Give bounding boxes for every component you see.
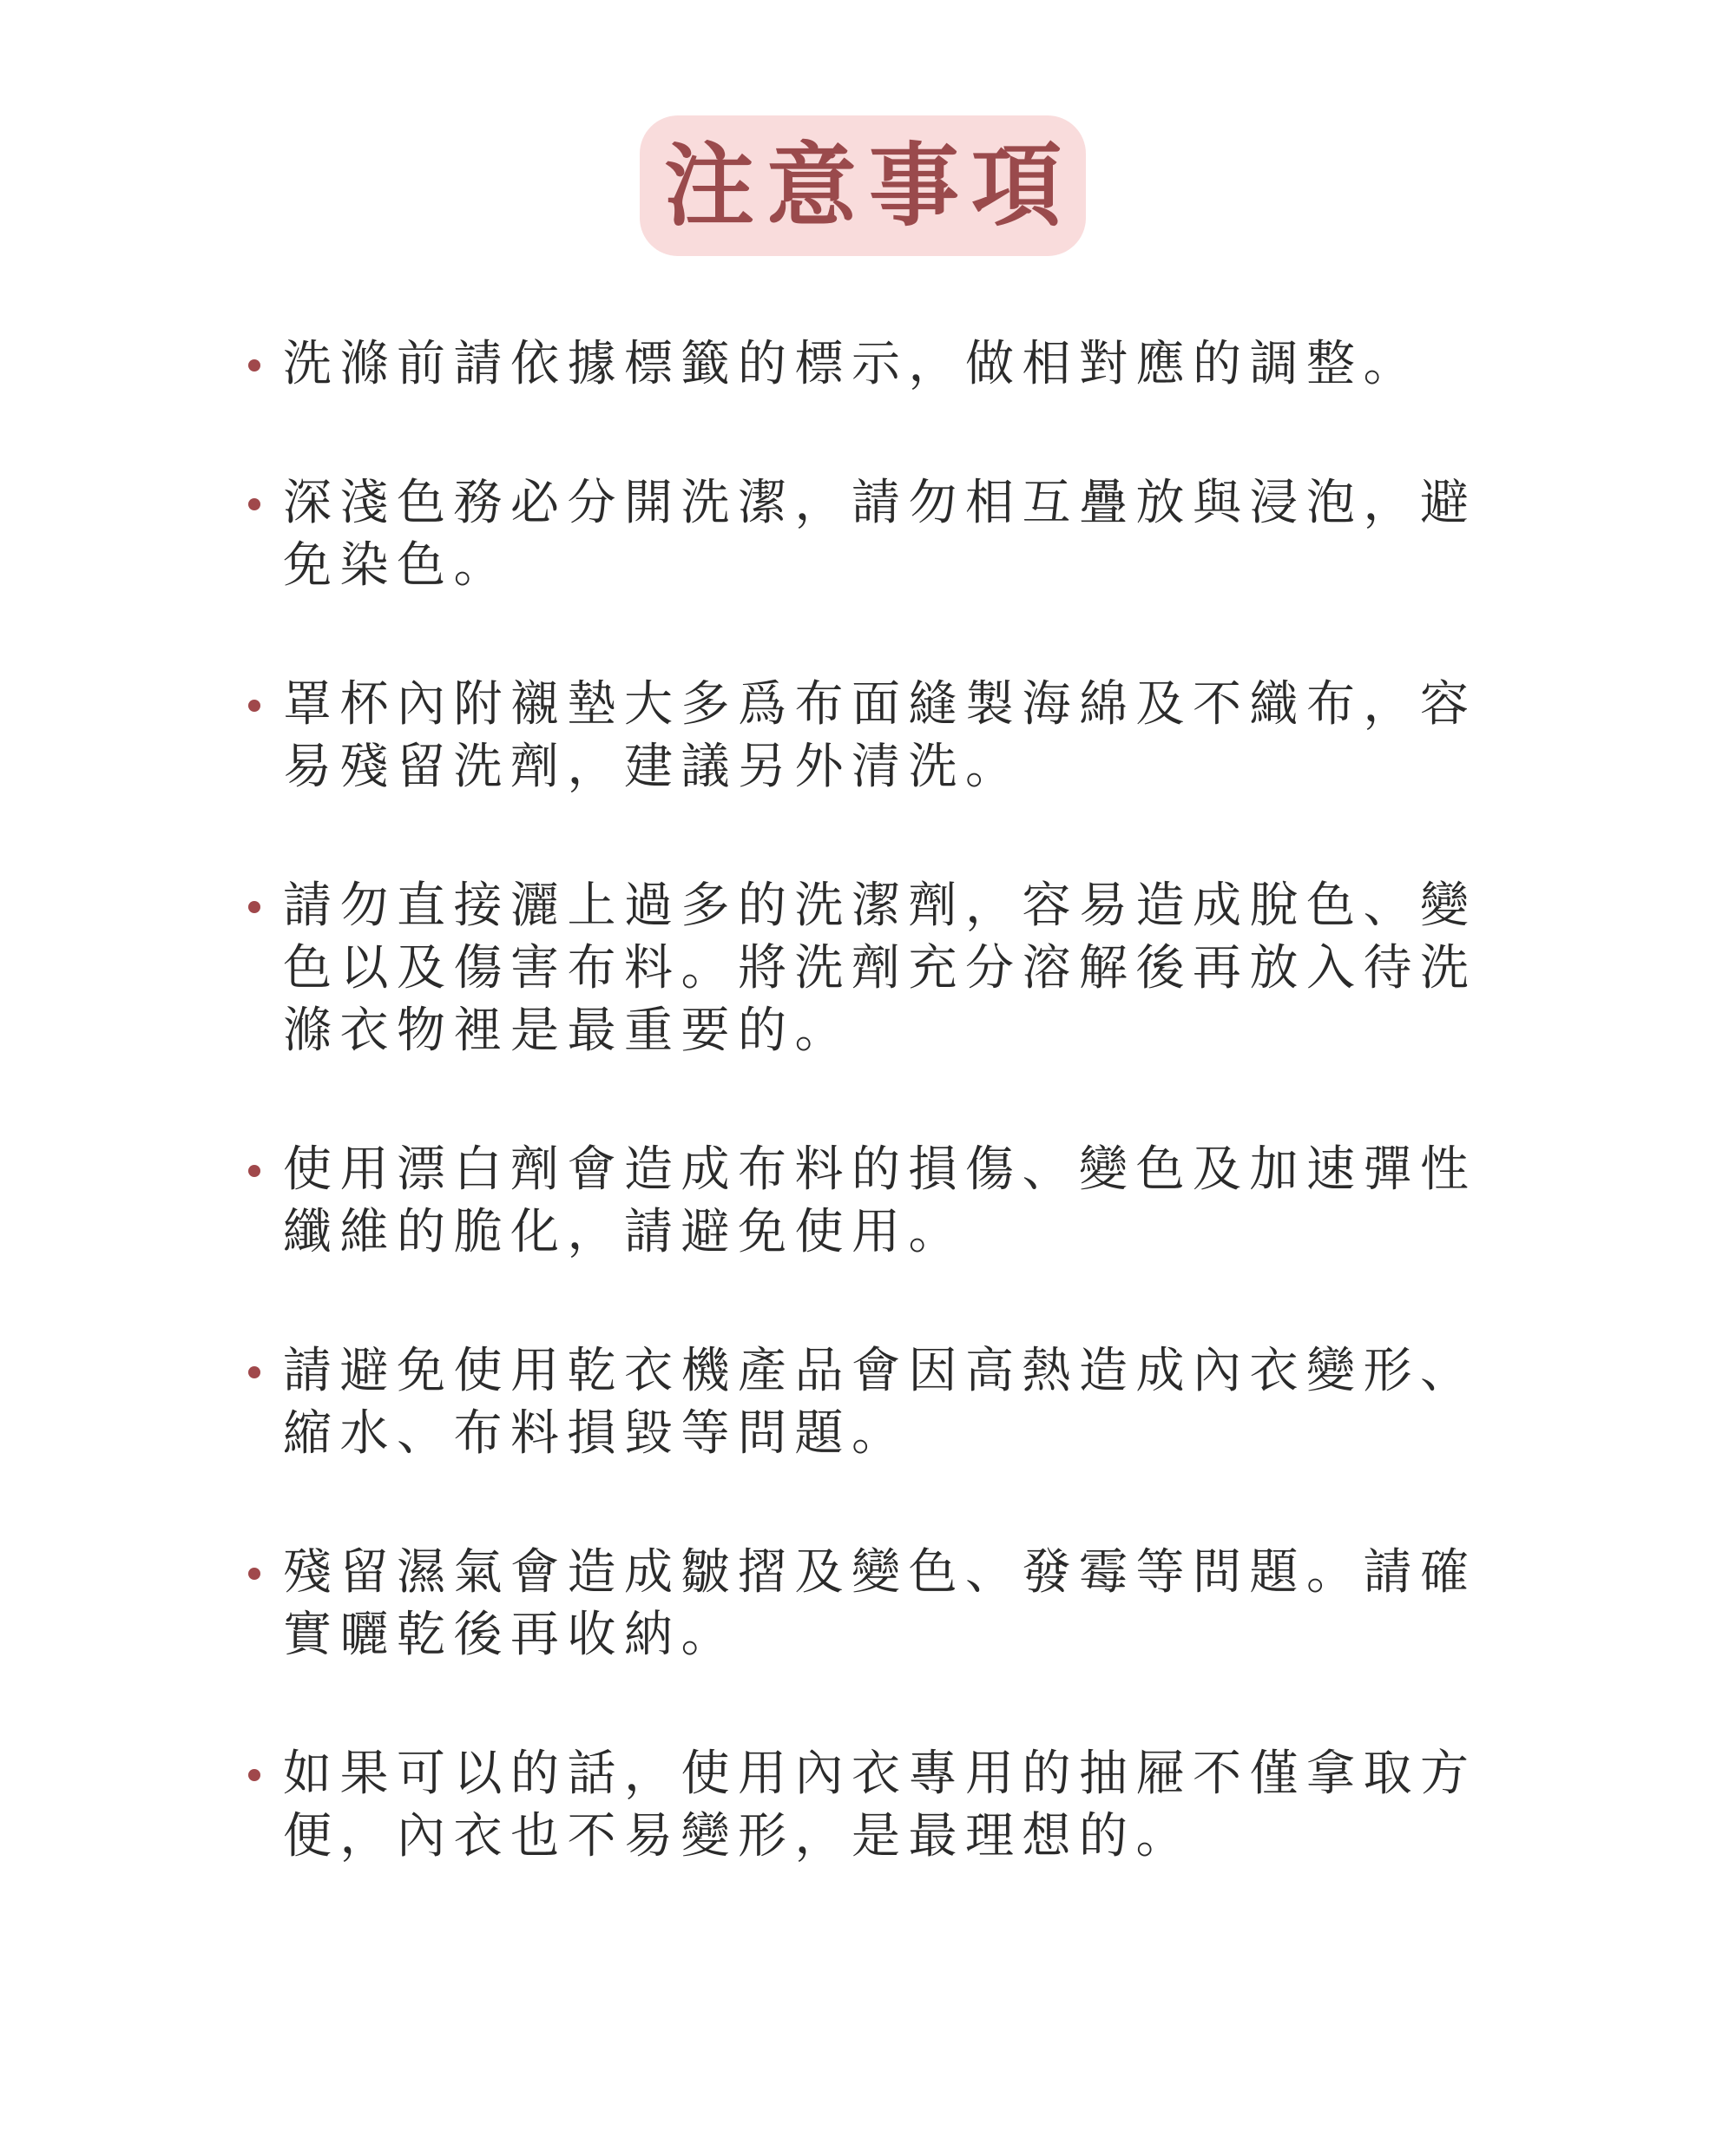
note-text: 使用漂白劑會造成布料的損傷、變色及加速彈性纖維的脆化，請避免使用。: [283, 1141, 1477, 1260]
bullet-dot-icon: [248, 1165, 260, 1177]
note-item: [245, 1542, 1486, 1667]
bullet-dot-icon: [248, 1568, 260, 1580]
bullet-dot-icon: [248, 901, 260, 913]
note-text: 請勿直接灑上過多的洗潔劑，容易造成脫色、變色以及傷害布料。將洗劑充分溶解後再放入待洗滌衣物裡是最重要的。: [283, 878, 1477, 1059]
page-title: 注意事項: [663, 132, 1074, 239]
note-item: [245, 333, 1486, 396]
bullet-dot-icon: [248, 359, 260, 372]
title-badge: [640, 115, 1086, 256]
note-text: 請避免使用乾衣機產品會因高熱造成內衣變形、縮水、布料損毀等問題。: [283, 1343, 1477, 1462]
bullet-dot-icon: [248, 1366, 260, 1378]
note-text: 殘留濕氣會造成皺摺及變色、發霉等問題。請確實曬乾後再收納。: [283, 1544, 1477, 1663]
note-item: [245, 1340, 1486, 1465]
note-item: [245, 875, 1486, 1062]
note-item: [245, 1743, 1486, 1868]
note-item: [245, 472, 1486, 597]
note-text: 洗滌前請依據標籤的標示，做相對應的調整。: [283, 336, 1420, 392]
note-text: 罩杯內附襯墊大多爲布面縫製海綿及不織布，容易殘留洗劑，建議另外清洗。: [283, 676, 1477, 795]
notes-list: [245, 333, 1486, 1944]
bullet-dot-icon: [248, 1769, 260, 1781]
bullet-dot-icon: [248, 498, 260, 510]
note-text: 深淺色務必分開洗潔，請勿相互疊放與浸泡，避免染色。: [283, 475, 1477, 594]
bullet-dot-icon: [248, 700, 260, 712]
note-text: 如果可以的話，使用內衣專用的抽屜不僅拿取方便，內衣也不易變形，是最理想的。: [283, 1746, 1477, 1864]
note-item: [245, 1139, 1486, 1264]
note-item: [245, 674, 1486, 799]
